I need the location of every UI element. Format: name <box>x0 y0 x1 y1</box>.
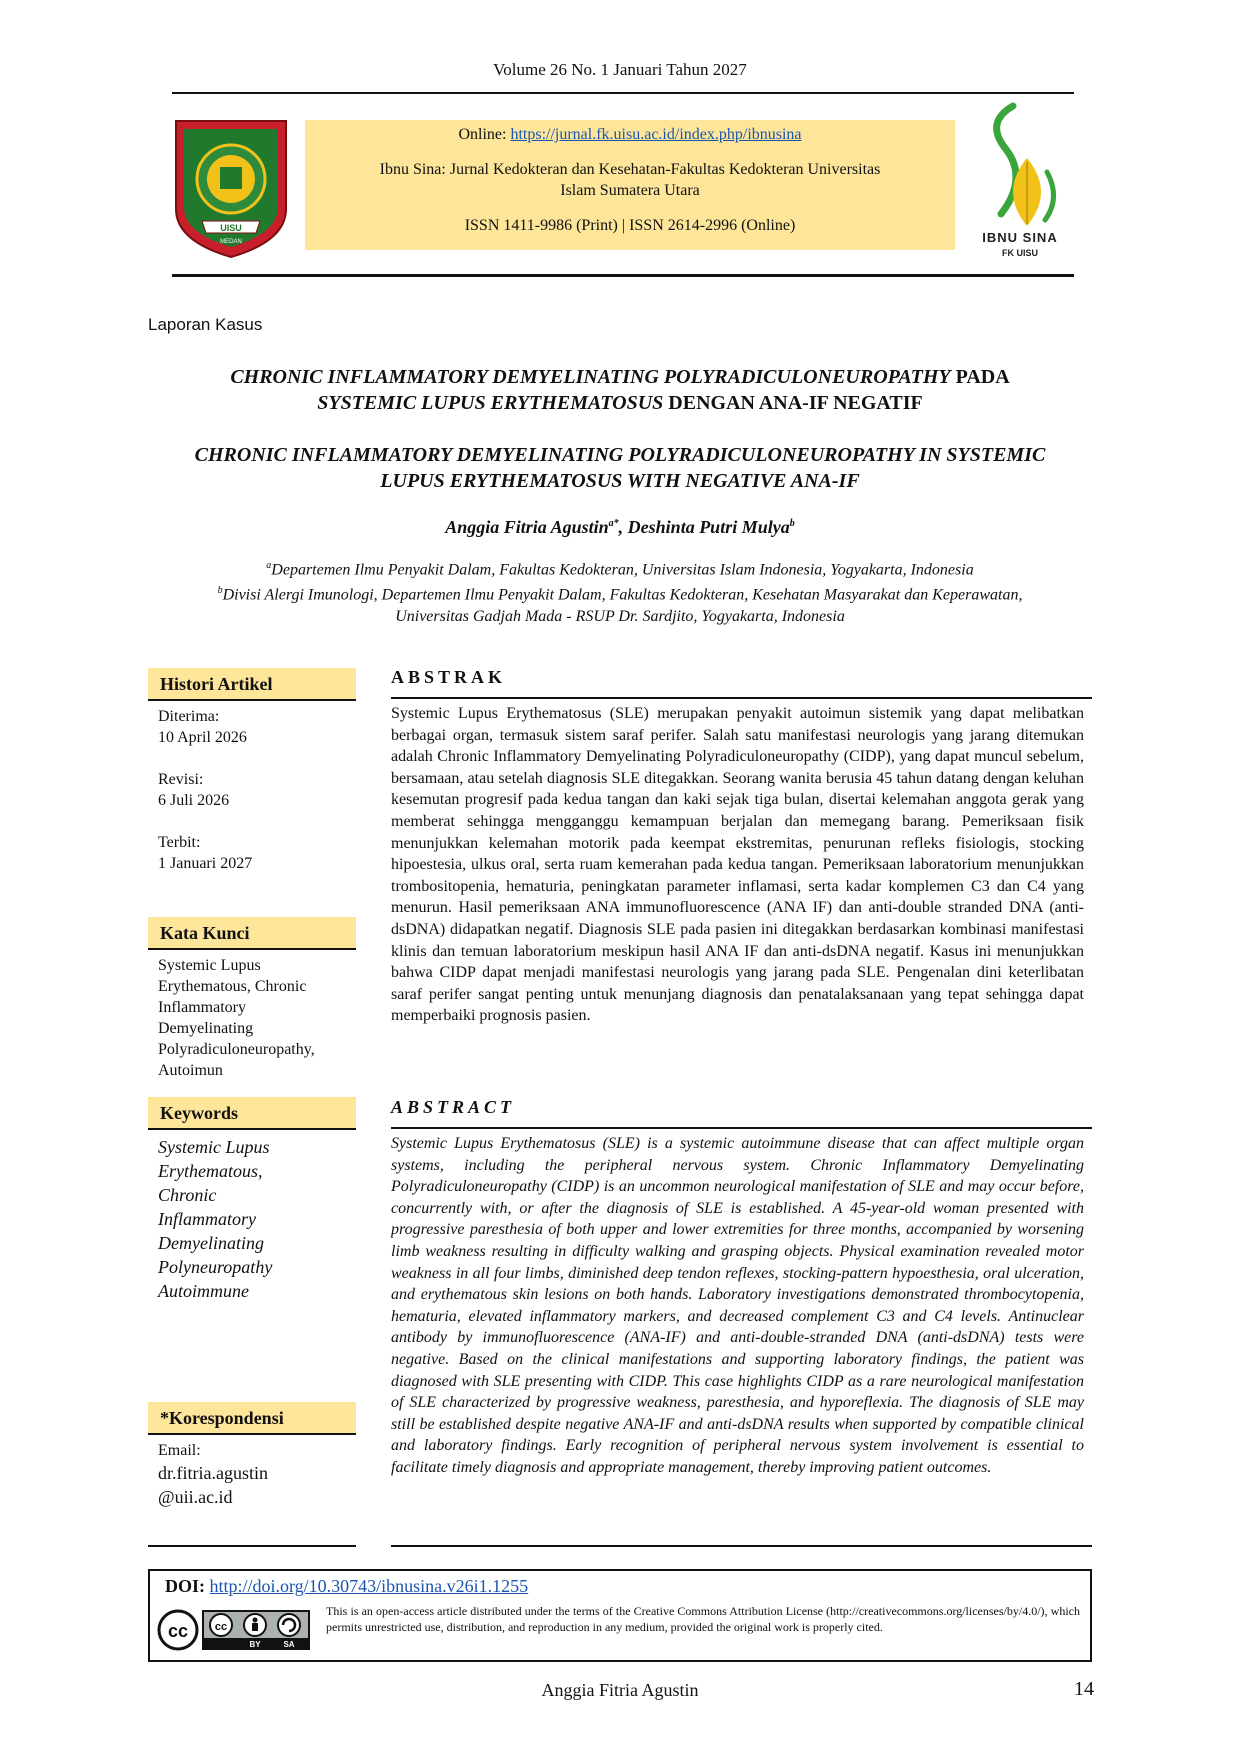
title-id-line2 <box>0 390 1240 416</box>
footer-author: Anggia Fitria Agustin <box>541 1680 699 1700</box>
keyword-item: Inflammatory <box>158 1209 256 1229</box>
journal-name-line1: Ibnu Sina: Jurnal Kedokteran dan Kesehatan-Fakultas Kedokteran Universitas <box>379 161 881 178</box>
abstract-heading: ABSTRACT <box>391 1097 516 1117</box>
author-2: Deshinta Putri Mulya <box>627 517 790 537</box>
ibnusina-logo-text: IBNU SINA <box>982 230 1058 245</box>
keyword-item: Demyelinating <box>158 1233 264 1253</box>
history-block <box>158 706 358 874</box>
keyword-item: Erythematous, <box>158 1161 263 1181</box>
abstrak-heading: ABSTRAK <box>391 667 507 687</box>
revised-label: Revisi: <box>158 771 204 788</box>
author-sep: , <box>618 517 628 537</box>
kata-kunci-item: Inflammatory <box>158 999 246 1016</box>
online-label: Online: <box>458 126 511 143</box>
title-en-line1: CHRONIC INFLAMMATORY DEMYELINATING POLYRADICULONEUROPATHY IN SYSTEMIC <box>194 444 1046 466</box>
uisu-logo <box>172 117 290 259</box>
keywords-heading: Keywords <box>148 1097 356 1130</box>
email-address[interactable] <box>158 1461 358 1509</box>
email-line: dr.fitria.agustin <box>158 1463 268 1483</box>
article-type: Laporan Kasus <box>148 315 263 334</box>
affiliation-b-line2: Universitas Gadjah Mada - RSUP Dr. Sardjito, Yogyakarta, Indonesia <box>395 607 845 625</box>
keywords-list <box>158 1135 358 1303</box>
abstract-text: Systemic Lupus Erythematosus (SLE) is a systemic autoimmune disease that can affect multiple organ systems, including the peripheral nervous system. Chronic Inflammatory Demyelinating Polyradiculoneuropathy (CIDP) is an uncommon neurological manifestation of SLE and may occur before, concurrently with, or after the diagnosis of SLE is established. A 45-year-old woman presented with progressive paresthesia of both upper and lower extremities for three months, accompanied by worsening limb weakness resulting in difficulty walking and grasping objects. Physical examination revealed motor weakness in all four limbs, diminished deep tendon reflexes, stocking-pattern hypoesthesia, oral ulceration, and erythematous skin lesions on both hands. Laboratory investigations demonstrated thrombocytopenia, hematuria, elevated inflammatory markers, and decreased complement C3 and C4 levels. Antinuclear antibody by immunofluorescence (ANA-IF) and anti-double-stranded DNA (anti-dsDNA) tests were negative. Based on the clinical manifestations and supporting laboratory findings, the patient was diagnosed with SLE presenting with CIDP. This case highlights CIDP as a rare neurological manifestation of SLE characterized by progressive weakness, paresthesia, and hyporeflexia. The diagnosis of SLE may still be established despite negative ANA-IF and anti-dsDNA results when supported by compatible clinical and laboratory findings. Early recognition of peripheral nervous system involvement is essential to facilitate timely diagnosis and appropriate management, thereby improving patient outcomes. <box>391 1135 1084 1476</box>
author-1: Anggia Fitria Agustin <box>445 517 609 537</box>
sa-label: SA <box>283 1640 295 1649</box>
title-indonesian <box>0 364 1240 416</box>
sidebar-bottom-rule <box>148 1545 356 1547</box>
title-id-line1-rest: PADA <box>950 366 1010 388</box>
revised-date: 6 Juli 2026 <box>158 792 230 809</box>
cc-by-sa-badge[interactable] <box>157 1608 311 1652</box>
abstract-rule <box>391 1127 1092 1129</box>
history-heading: Histori Artikel <box>148 668 356 701</box>
kata-kunci-item: Erythematous, Chronic <box>158 978 307 995</box>
abstrak-rule <box>391 697 1092 699</box>
title-id-line2-rest: DENGAN ANA-IF NEGATIF <box>663 392 923 414</box>
received-label: Diterima: <box>158 708 220 725</box>
author-2-sup: b <box>789 518 795 529</box>
ibnusina-logo <box>965 102 1075 262</box>
email-line: @uii.ac.id <box>158 1487 233 1507</box>
page-number: 14 <box>1074 1678 1094 1700</box>
affiliation-a-text: Departemen Ilmu Penyakit Dalam, Fakultas Kedokteran, Universitas Islam Indonesia, Yogyakarta, Indonesia <box>271 561 974 579</box>
sa-share-icon <box>278 1614 300 1636</box>
cc-icon: cc <box>167 1621 189 1641</box>
affiliation-b-sup: b <box>217 585 223 597</box>
abstract-bottom-rule <box>391 1545 1092 1547</box>
volume-line: Volume 26 No. 1 Januari Tahun 2027 <box>493 60 747 79</box>
title-id-line2-italic: SYSTEMIC LUPUS ERYTHEMATOSUS <box>317 392 664 414</box>
author-1-sup: a* <box>608 518 619 529</box>
title-id-line1 <box>0 364 1240 390</box>
affiliation-a <box>0 555 1240 580</box>
published-date: 1 Januari 2027 <box>158 855 253 872</box>
published-label: Terbit: <box>158 834 201 851</box>
received-date: 10 April 2026 <box>158 729 247 746</box>
affiliation-a-sup: a <box>266 560 272 571</box>
keyword-item: Polyneuropathy <box>158 1257 273 1277</box>
issn-line: ISSN 1411-9986 (Print) | ISSN 2614-2996 (Online) <box>464 217 796 234</box>
cc-small-icon: cc <box>214 1621 228 1633</box>
header-rule-bottom <box>172 274 1074 277</box>
korespondensi-heading: *Korespondensi <box>148 1402 356 1435</box>
title-english <box>0 442 1240 494</box>
journal-url-link[interactable]: https://jurnal.fk.uisu.ac.id/index.php/ibnusina <box>510 126 802 143</box>
uisu-logo-city: MEDAN <box>220 239 242 245</box>
title-id-line1-italic: CHRONIC INFLAMMATORY DEMYELINATING POLYRADICULONEUROPATHY <box>230 366 951 388</box>
keyword-item: Chronic <box>158 1185 217 1205</box>
authors-line <box>0 517 1240 538</box>
keyword-item: Autoimmune <box>158 1281 249 1301</box>
journal-name-line2: Islam Sumatera Utara <box>560 182 700 199</box>
affiliations <box>0 555 1240 627</box>
uisu-logo-text: UISU <box>220 223 242 233</box>
kata-kunci-item: Autoimun <box>158 1062 223 1079</box>
affiliation-b-line1: Divisi Alergi Imunologi, Departemen Ilmu Penyakit Dalam, Fakultas Kedokteran, Kesehatan Masyarakat dan Keperawatan, <box>222 586 1023 604</box>
online-line <box>305 124 955 145</box>
affiliation-b <box>0 580 1240 605</box>
abstrak-text: Systemic Lupus Erythematosus (SLE) merupakan penyakit autoimun sistemik yang dapat melibatkan berbagai organ, termasuk sistem saraf perifer. Salah satu manifestasi neurologis yang jarang ditemukan adalah Chronic Inflammatory Demyelinating Polyradiculoneuropathy (CIDP), yang dapat muncul sebelum, bersamaan, atau setelah diagnosis SLE ditegakkan. Seorang wanita berusia 45 tahun datang dengan keluhan kesemutan progresif pada kedua tangan dan kaki sejak tiga bulan, disertai kelemahan anggota gerak yang memberat sehingga mengganggu kemampuan berjalan dan memegang barang. Pemeriksaan fisik menunjukkan kelemahan motorik pada keempat ekstremitas, penurunan refleks fisiologis, stocking hipoestesia, ulkus oral, serta ruam kemerahan pada kedua tangan. Pemeriksaan laboratorium menunjukkan trombositopenia, hematuria, peningkatan parameter inflamasi, serta kadar komplemen C3 dan C4 yang menurun. Hasil pemeriksaan ANA immunofluorescence (ANA IF) dan anti-double stranded DNA (anti-dsDNA) didapatkan negatif. Diagnosis SLE pada pasien ini ditegakkan berdasarkan kombinasi manifestasi klinis dan temuan laboratorium meskipun hasil ANA IF dan anti-dsDNA negatif. Kasus ini menunjukkan bahwa CIDP dapat menjadi manifestasi neurologis yang jarang pada SLE. Pengenalan dini keterlibatan saraf perifer sangat penting untuk menunjang diagnosis dan penatalaksanaan yang tepat sehingga dapat memperbaiki prognosis pasien. <box>391 705 1084 1025</box>
kata-kunci-item: Systemic Lupus <box>158 957 261 974</box>
journal-banner <box>305 120 955 250</box>
kata-kunci-heading: Kata Kunci <box>148 917 356 950</box>
doi-label: DOI: <box>165 1576 210 1596</box>
kata-kunci-item: Demyelinating <box>158 1020 254 1037</box>
ibnusina-logo-sub: FK UISU <box>1002 248 1038 258</box>
kata-kunci-list <box>158 955 358 1081</box>
license-text: This is an open-access article distributed under the terms of the Creative Commons Attribution License (http://creativecommons.org/licenses/by/4.0/), which permits unrestricted use, distribution, and reproduction in any medium, provided the original work is properly cited. <box>326 1604 1080 1634</box>
kata-kunci-item: Polyradiculoneuropathy, <box>158 1041 315 1058</box>
doi-line <box>165 1576 528 1597</box>
keyword-item: Systemic Lupus <box>158 1137 270 1157</box>
title-en-line2: LUPUS ERYTHEMATOSUS WITH NEGATIVE ANA-IF <box>380 470 860 492</box>
by-label: BY <box>249 1640 261 1649</box>
email-label: Email: <box>158 1442 201 1459</box>
header-rule-top <box>172 92 1074 94</box>
doi-link[interactable]: http://doi.org/10.30743/ibnusina.v26i1.1255 <box>209 1576 529 1596</box>
